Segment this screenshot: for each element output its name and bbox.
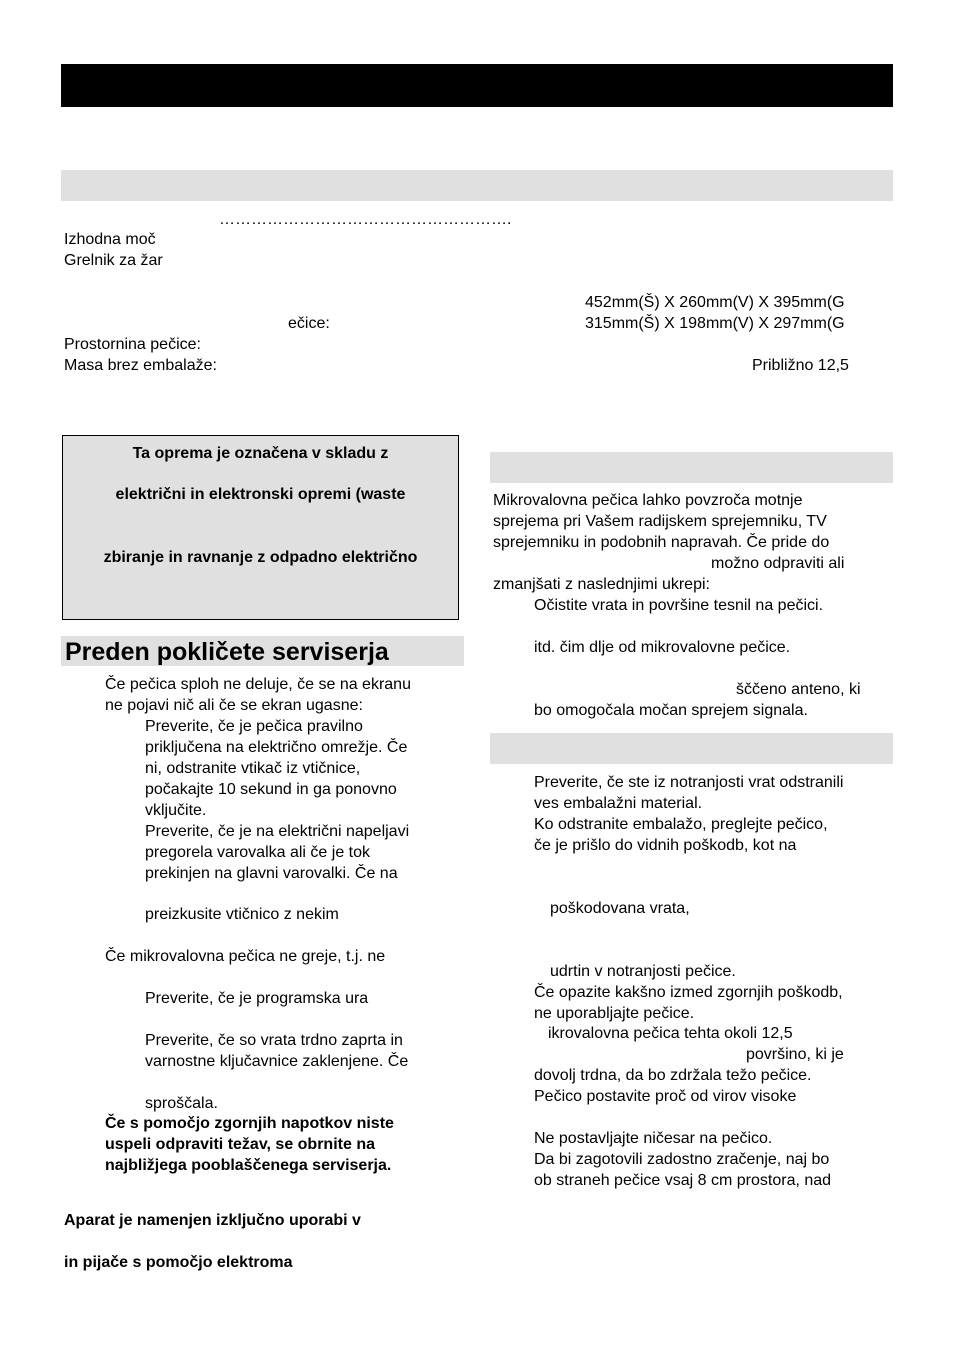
service-heading (61, 636, 464, 666)
weee-notice-box (62, 435, 459, 620)
radio-section-bar (490, 452, 893, 483)
radio-line: sprejemniku in podobnih napravah. Če pride do (493, 534, 830, 551)
install-line: ikrovalovna pečica tehta okoli 12,5 (548, 1025, 793, 1042)
spec-cavity-dims: 315mm(Š) X 198mm(V) X 297mm(G (585, 315, 845, 332)
service-bold-line: najbližjega pooblaščenega serviserja. (105, 1157, 392, 1174)
service-line: ni, odstranite vtikač iz vtičnice, (145, 760, 361, 777)
install-line: površino, ki je (746, 1046, 844, 1063)
install-line: Če opazite kakšno izmed zgornjih poškodb, (534, 984, 843, 1001)
service-line: Če mikrovalovna pečica ne greje, t.j. ne (105, 948, 386, 965)
install-line: Ne postavljajte ničesar na pečico. (534, 1130, 773, 1147)
service-line: sproščala. (145, 1095, 218, 1112)
intended-use-line: Aparat je namenjen izključno uporabi v (64, 1212, 361, 1229)
radio-line: možno odpraviti ali (711, 555, 845, 572)
install-line: Da bi zagotovili zadostno zračenje, naj bo (534, 1151, 830, 1168)
spec-grill-heater: Grelnik za žar (64, 252, 163, 269)
service-line: počakajte 10 sekund in ga ponovno (145, 781, 397, 798)
service-line: Preverite, če je programska ura (145, 990, 369, 1007)
install-line: Preverite, če ste iz notranjosti vrat odstranili (534, 774, 844, 791)
service-line: varnostne ključavnice zaklenjene. Če (145, 1053, 409, 1070)
spec-net-weight-label: Masa brez embalaže: (64, 357, 217, 374)
service-bold-line: uspeli odpraviti težav, se obrnite na (105, 1136, 375, 1153)
spec-net-weight-value: Približno 12,5 (752, 357, 849, 374)
service-line: pregorela varovalka ali če je tok (145, 844, 371, 861)
radio-line: Mikrovalovna pečica lahko povzroča motnje (493, 492, 803, 509)
install-line: dovolj trdna, da bo zdržala težo pečice. (534, 1067, 812, 1084)
install-line: udrtin v notranjosti pečice. (550, 963, 736, 980)
service-line: vključite. (145, 802, 207, 819)
spec-outer-dims: 452mm(Š) X 260mm(V) X 395mm(G (585, 294, 845, 311)
radio-line: šččeno anteno, ki (736, 681, 861, 698)
install-line: Ko odstranite embalažo, preglejte pečico, (534, 816, 828, 833)
spec-oven-volume: Prostornina pečice: (64, 336, 201, 353)
service-line: Preverite, če je pečica pravilno (145, 718, 363, 735)
service-line: prekinjen na glavni varovalki. Če na (145, 865, 398, 882)
service-line: preizkusite vtičnico z nekim (145, 906, 339, 923)
install-section-bar (490, 733, 893, 764)
service-heading-text: Preden pokličete serviserja (65, 638, 389, 666)
install-line: ne uporabljajte pečice. (534, 1005, 695, 1022)
service-bold-line: Če s pomočjo zgornjih napotkov niste (105, 1115, 394, 1132)
radio-line: itd. čim dlje od mikrovalovne pečice. (534, 639, 791, 656)
service-line: priključena na električno omrežje. Če (145, 739, 408, 756)
radio-line: sprejema pri Vašem radijskem sprejemniku, TV (493, 513, 827, 530)
weee-line-1: Ta oprema je označena v skladu z (132, 445, 389, 462)
spec-output-power: Izhodna moč (64, 231, 156, 248)
weee-line-2: električni in elektronski opremi (waste (115, 486, 406, 503)
install-line: ob straneh pečice vsaj 8 cm prostora, nad (534, 1172, 832, 1189)
install-line: ves embalažni material. (534, 795, 703, 812)
service-line: Preverite, če so vrata trdno zaprta in (145, 1032, 403, 1049)
install-line: Pečico postavite proč od virov visoke (534, 1088, 797, 1105)
radio-line: Očistite vrata in površine tesnil na pečici. (534, 597, 824, 614)
specs-dots: ………………………………………………. (219, 211, 512, 228)
radio-line: zmanjšati z naslednjimi ukrepi: (493, 576, 710, 593)
install-line: poškodovana vrata, (550, 900, 690, 917)
install-line: če je prišlo do vidnih poškodb, kot na (534, 837, 797, 854)
radio-line: bo omogočala močan sprejem signala. (534, 702, 808, 719)
intended-use-line: in pijače s pomočjo elektroma (64, 1254, 293, 1271)
service-line: ne pojavi nič ali če se ekran ugasne: (105, 697, 363, 714)
service-line: Če pečica sploh ne deluje, če se na ekranu (105, 676, 411, 693)
specs-section-bar (61, 170, 893, 201)
spec-cavity-label: ečice: (288, 315, 330, 332)
service-line: Preverite, če je na električni napeljavi (145, 823, 410, 840)
weee-line-3: zbiranje in ravnanje z odpadno električno (103, 549, 418, 566)
top-title-bar (61, 64, 893, 107)
